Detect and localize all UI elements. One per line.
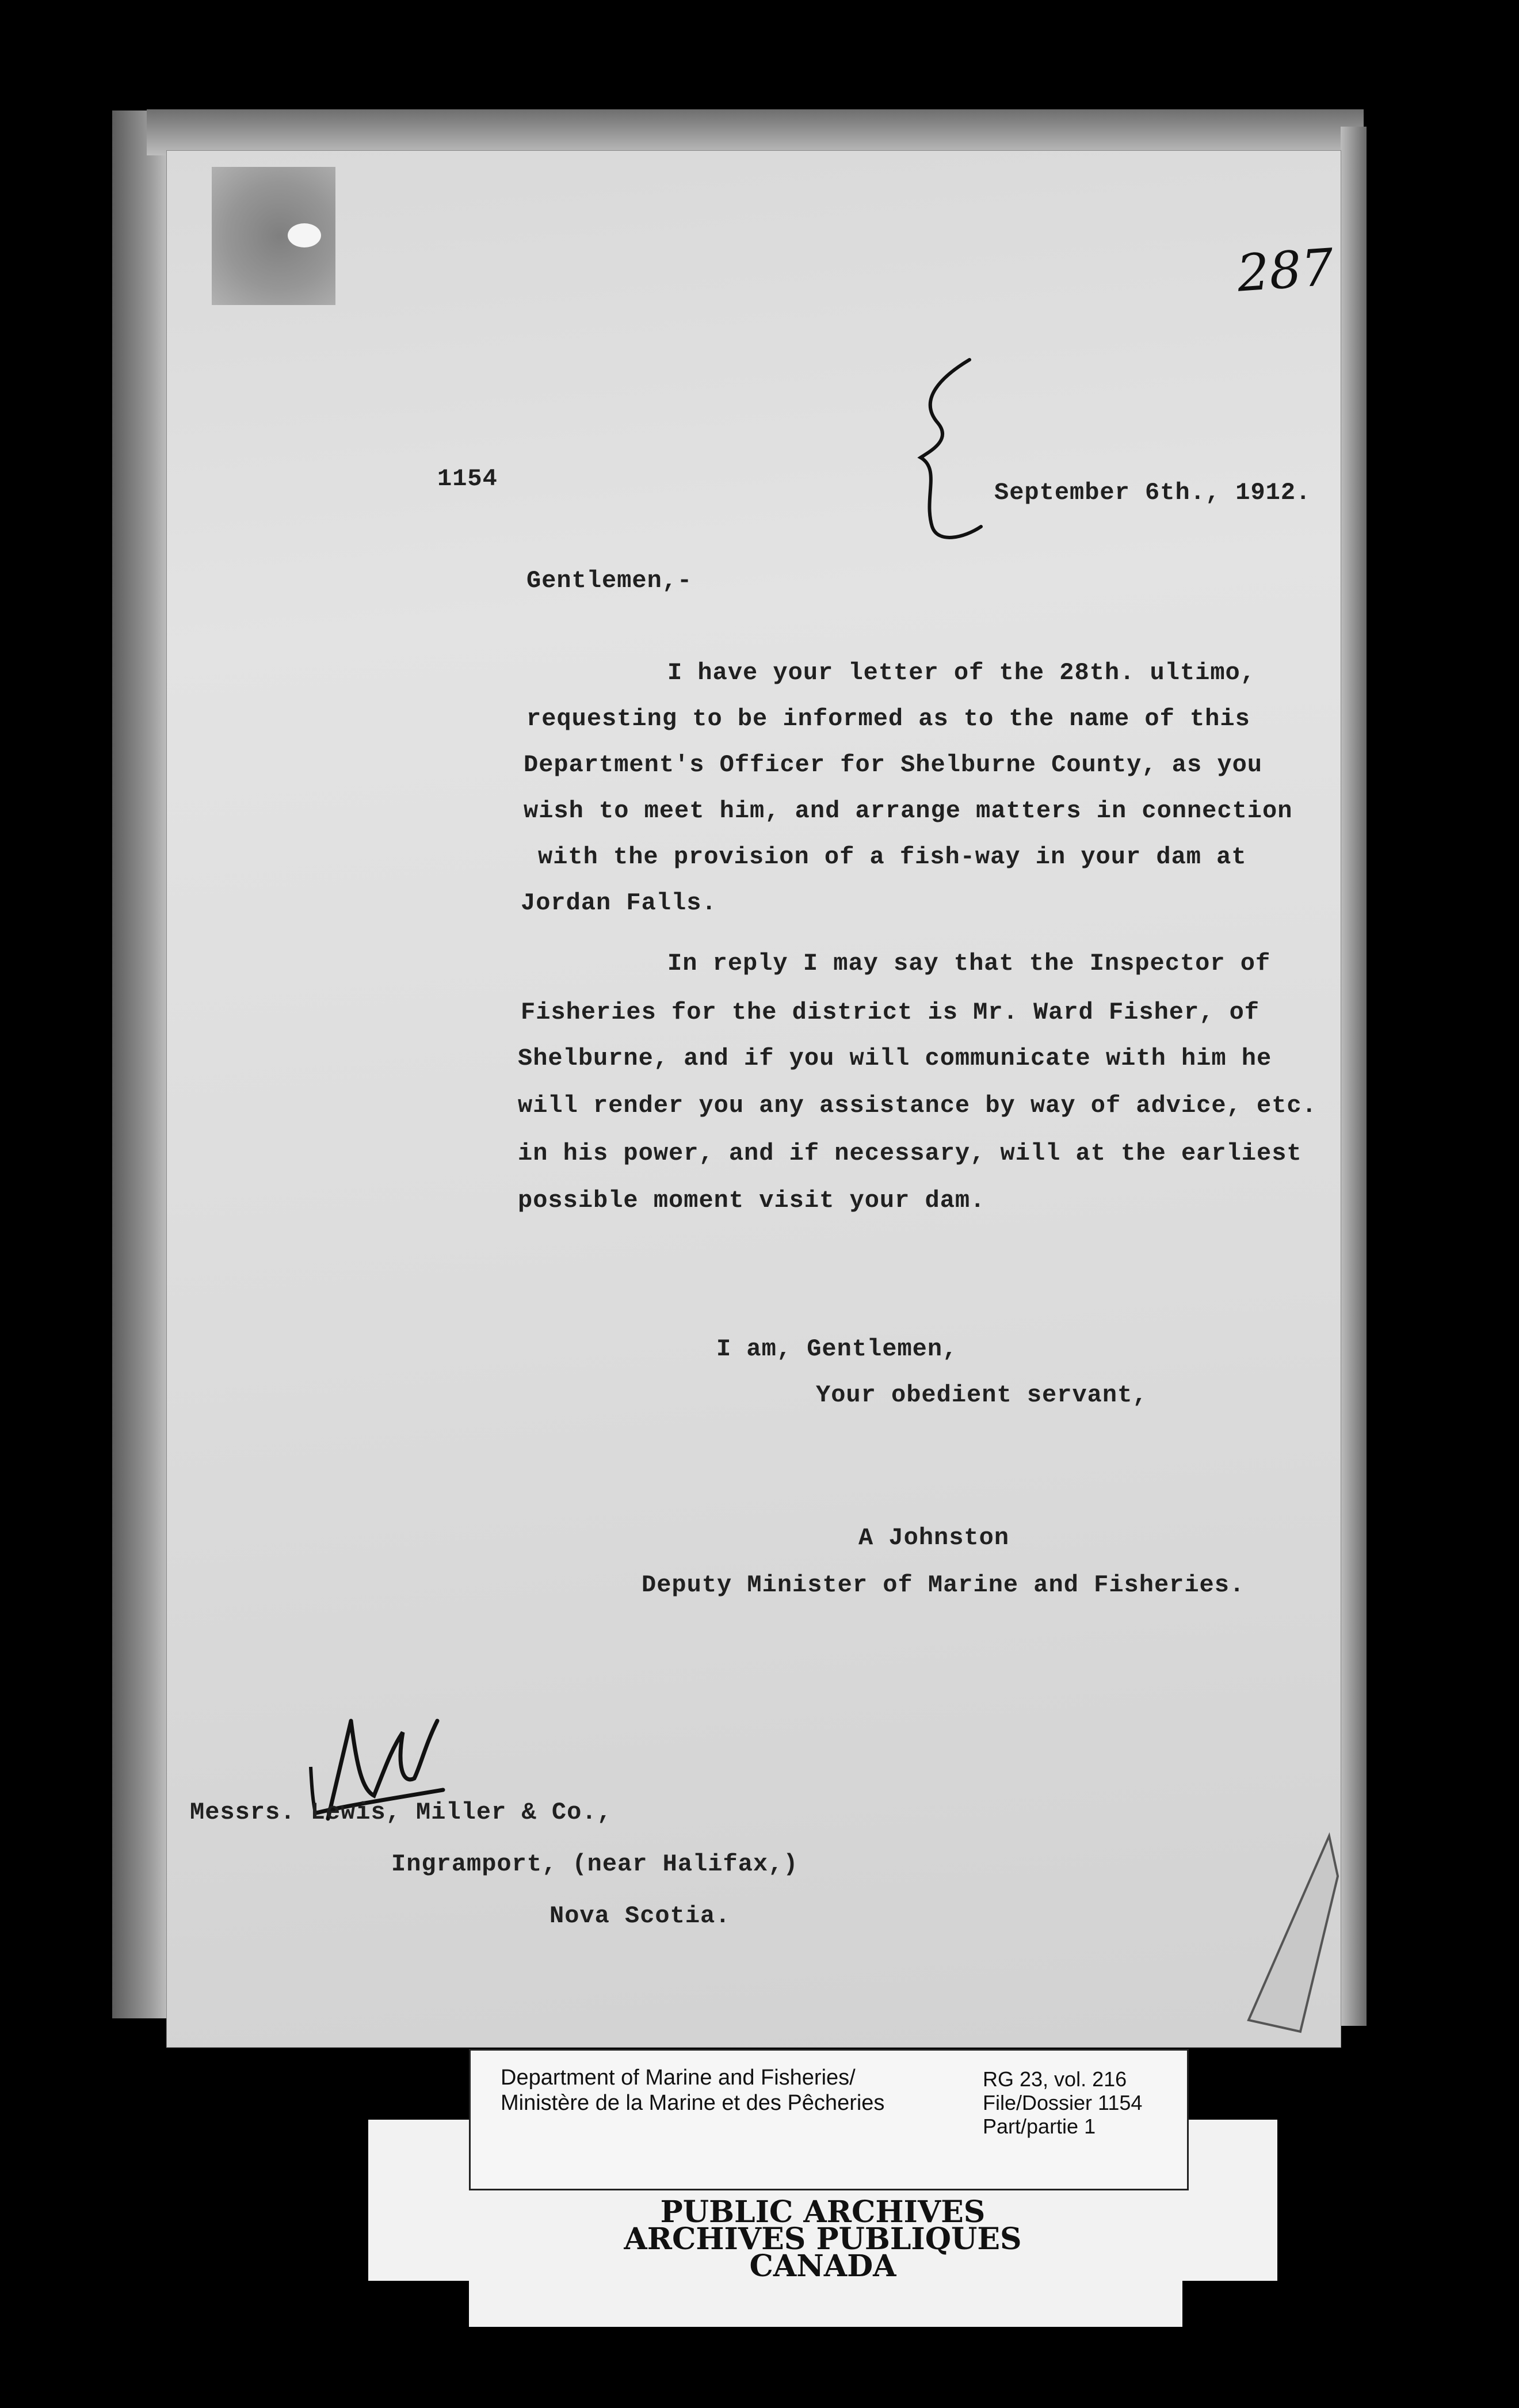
signer-name: A Johnston	[858, 1524, 1010, 1552]
file-reference: 1154	[437, 465, 498, 493]
paper-edge-top	[147, 109, 1364, 155]
signer-title: Deputy Minister of Marine and Fisheries.	[642, 1571, 1245, 1599]
body-line-11: in his power, and if necessary, will at the earliest	[518, 1140, 1302, 1167]
department-french: Ministère de la Marine et des Pêcheries	[501, 2091, 885, 2115]
addressee-line-2: Ingramport, (near Halifax,)	[391, 1850, 799, 1878]
page-number: 287	[1235, 237, 1336, 303]
salutation: Gentlemen,-	[526, 567, 693, 595]
department-english: Department of Marine and Fisheries/	[501, 2066, 856, 2090]
archive-label-department	[501, 2065, 884, 2116]
archive-label-reference	[983, 2067, 1142, 2138]
body-line-4: wish to meet him, and arrange matters in connection	[524, 797, 1293, 825]
record-group: RG 23, vol. 216	[983, 2067, 1127, 2091]
body-line-1: I have your letter of the 28th. ultimo,	[667, 659, 1255, 687]
body-line-6: Jordan Falls.	[521, 889, 717, 917]
body-line-7: In reply I may say that the Inspector of	[667, 950, 1271, 977]
folded-corner-icon	[1237, 1830, 1346, 2037]
body-line-10: will render you any assistance by way of advice, etc.	[518, 1092, 1317, 1119]
file-dossier: File/Dossier 1154	[983, 2091, 1143, 2114]
stamp-card-lower	[469, 2276, 1182, 2327]
letter-date: September 6th., 1912.	[994, 479, 1311, 506]
body-line-3: Department's Officer for Shelburne County, as you	[524, 751, 1263, 779]
body-line-5: with the provision of a fish-way in your dam at	[538, 843, 1247, 871]
body-line-12: possible moment visit your dam.	[518, 1187, 986, 1214]
body-line-2: requesting to be informed as to the name of this	[526, 705, 1250, 733]
punch-hole	[288, 223, 321, 247]
stamp-line-3: CANADA	[749, 2249, 896, 2284]
part-partie: Part/partie 1	[983, 2114, 1096, 2138]
closing-line-1: I am, Gentlemen,	[716, 1335, 958, 1363]
body-line-9: Shelburne, and if you will communicate with him he	[518, 1045, 1272, 1072]
body-line-8: Fisheries for the district is Mr. Ward Fisher, of	[521, 999, 1260, 1026]
addressee-line-3: Nova Scotia.	[549, 1902, 731, 1930]
closing-line-2: Your obedient servant,	[816, 1381, 1148, 1409]
paper-edge-right	[1341, 127, 1367, 2026]
paper-edge-left	[112, 111, 175, 2018]
addressee-line-1: Messrs. Lewis, Miller & Co.,	[190, 1799, 612, 1826]
stamp-line-2: ARCHIVES PUBLIQUES	[624, 2222, 1022, 2257]
stamp-line-1: PUBLIC ARCHIVES	[660, 2194, 986, 2230]
brace-mark-icon	[906, 354, 987, 550]
